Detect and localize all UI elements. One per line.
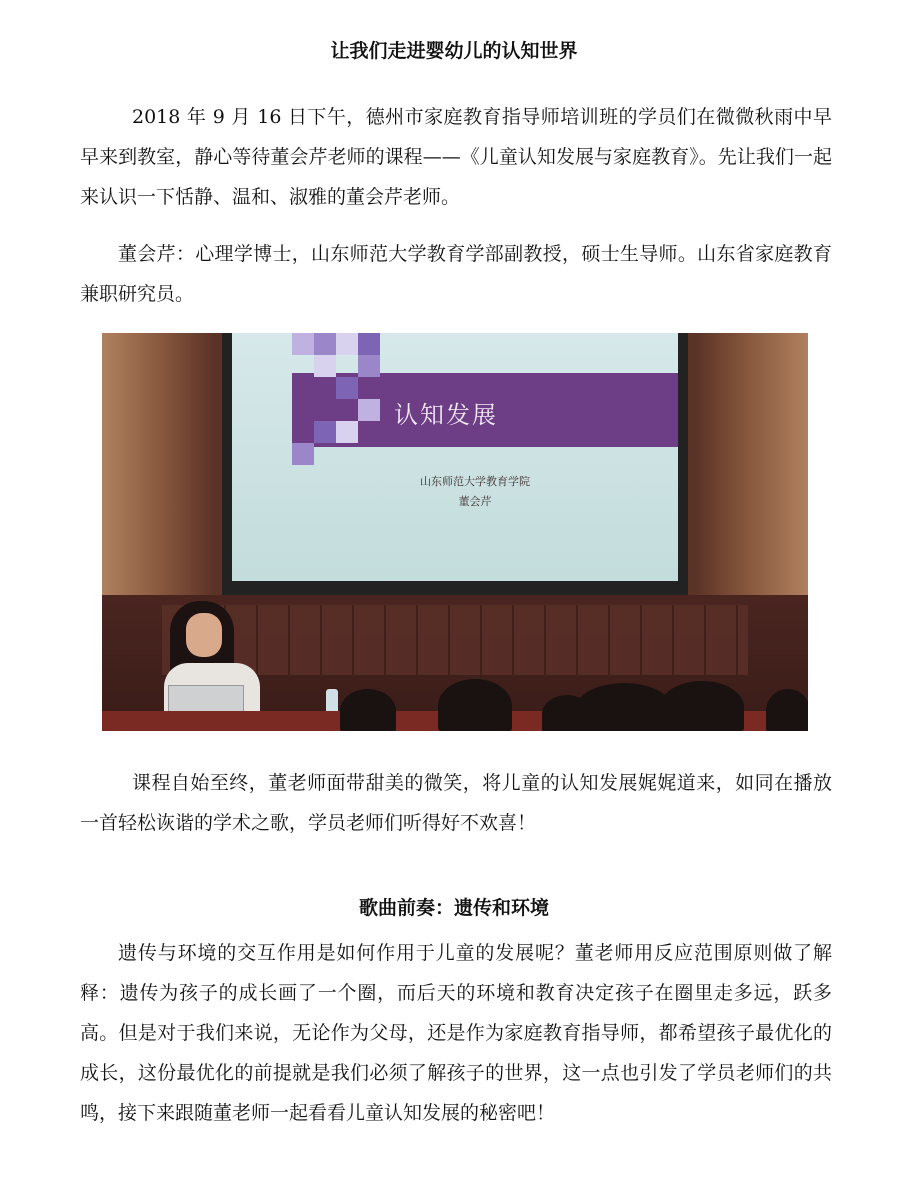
slide-square bbox=[336, 377, 358, 399]
slide-square bbox=[358, 355, 380, 377]
slide-square bbox=[314, 355, 336, 377]
slide-square bbox=[292, 443, 314, 465]
section-heading: 歌曲前奏：遗传和环境 bbox=[358, 897, 549, 919]
slide-square bbox=[292, 333, 314, 355]
slide-square bbox=[314, 333, 336, 355]
audience-head bbox=[660, 681, 744, 731]
slide-square bbox=[336, 421, 358, 443]
article-title: 让我们走进婴幼儿的认知世界 bbox=[330, 40, 578, 62]
slide-square bbox=[314, 421, 336, 443]
audience-head bbox=[340, 689, 396, 731]
audience-head bbox=[438, 679, 512, 731]
intro-paragraph: 2018 年 9 月 16 日下午，德州市家庭教育指导师培训班的学员们在微微秋雨中早早来到教室，静心等待董会芹老师的课程——《儿童认知发展与家庭教育》。先让我们一起来认识一下恬静、温和、淑雅的董会芹老师。 bbox=[80, 106, 832, 208]
heredity-environment-paragraph: 遗传与环境的交互作用是如何作用于儿童的发展呢？董老师用反应范围原则做了解释：遗传为孩子的成长画了一个圈，而后天的环境和教育决定孩子在圈里走多远，跃多高。但是对于我们来说，无论作为父母，还是作为家庭教育指导师，都希望孩子最优化的成长，这份最优化的前提就是我们必须了解孩子的世界，这一点也引发了学员老师们的共鸣，接下来跟随董老师一起看看儿童认知发展的秘密吧！ bbox=[80, 942, 832, 1124]
audience-head bbox=[576, 683, 672, 731]
slide-presenter-text: 董会芹 bbox=[458, 495, 492, 508]
stage-grille bbox=[162, 605, 748, 675]
slide-institution-text: 山东师范大学教育学院 bbox=[420, 475, 530, 488]
slide-square bbox=[336, 333, 358, 355]
course-summary-paragraph: 课程自始至终，董老师面带甜美的微笑，将儿童的认知发展娓娓道来，如同在播放一首轻松诙谐的学术之歌，学员老师们听得好不欢喜！ bbox=[80, 772, 832, 834]
slide-square bbox=[358, 399, 380, 421]
audience-head bbox=[766, 689, 808, 731]
slide-square bbox=[358, 333, 380, 355]
speaker-face bbox=[186, 613, 222, 657]
slide-title-text: 认知发展 bbox=[394, 401, 498, 429]
lecture-photo bbox=[102, 333, 808, 731]
teacher-bio-paragraph: 董会芹：心理学博士，山东师范大学教育学部副教授，硕士生导师。山东省家庭教育兼职研究员。 bbox=[80, 243, 832, 305]
